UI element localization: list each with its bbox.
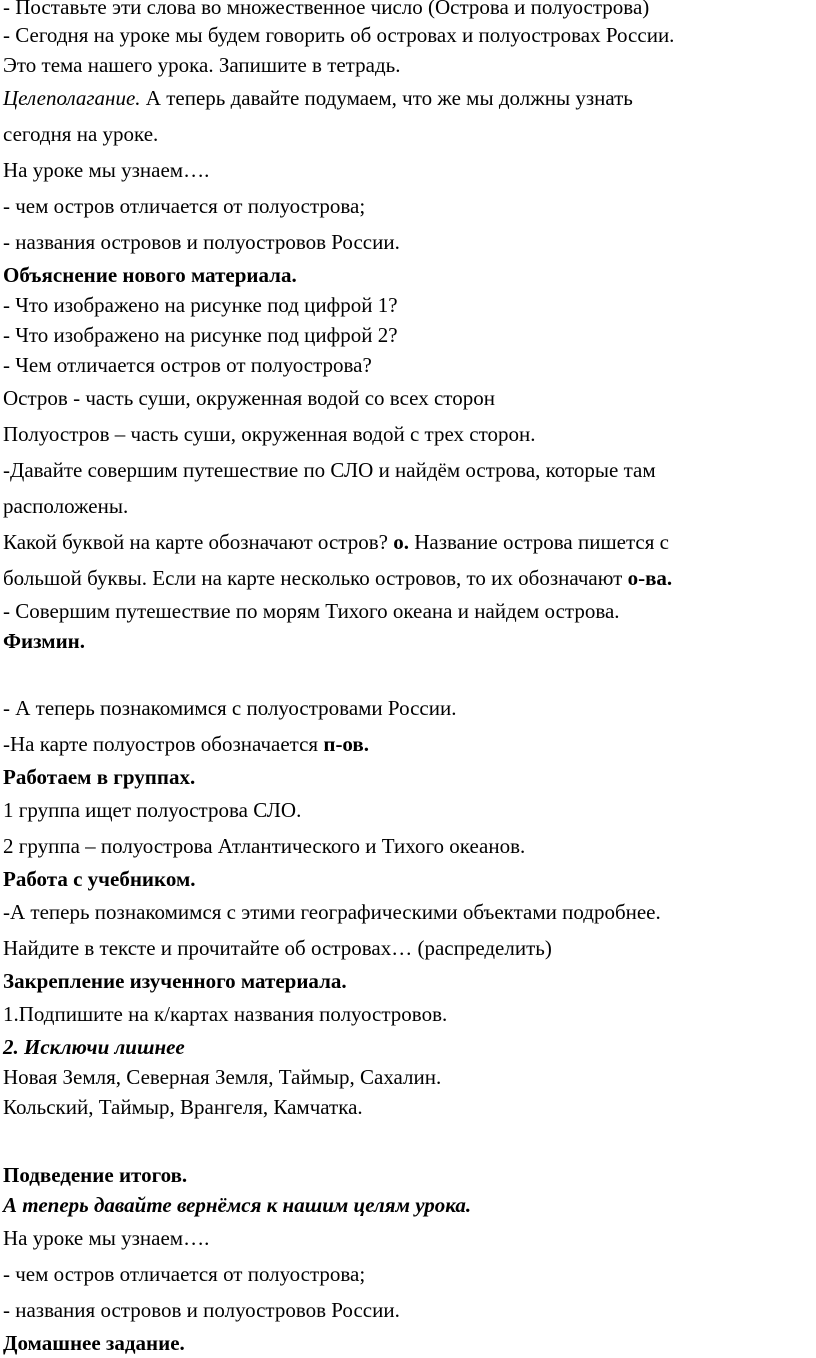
text-line: 2 группа – полуострова Атлантического и Тихого океанов. (3, 834, 526, 858)
text-span: А теперь давайте подумаем, что же мы должны узнать (140, 86, 633, 110)
text-line: Найдите в тексте и прочитайте об островах… (распределить) (3, 936, 552, 960)
text-line (3, 80, 816, 116)
text-line (3, 524, 816, 560)
text-line: - Что изображено на рисунке под цифрой 2? (3, 323, 398, 347)
text-line: На уроке мы узнаем…. (3, 1226, 210, 1250)
text-line: расположены. (3, 494, 129, 518)
section-heading: Объяснение нового материала. (3, 263, 297, 287)
text-line: - Сегодня на уроке мы будем говорить об островах и полуостровах России. (3, 23, 675, 47)
text-line: - А теперь познакомимся с полуостровами России. (3, 696, 457, 720)
text-line: - названия островов и полуостровов России. (3, 230, 400, 254)
text-line: - чем остров отличается от полуострова; (3, 194, 366, 218)
text-line: 1 группа ищет полуострова СЛО. (3, 798, 302, 822)
text-line: -Давайте совершим путешествие по СЛО и найдём острова, которые там (3, 458, 656, 482)
section-heading: Работаем в группах. (3, 765, 196, 789)
text-line (3, 560, 816, 596)
text-line: Кольский, Таймыр, Врангеля, Камчатка. (3, 1095, 363, 1119)
text-span: Какой буквой на карте обозначают остров? (3, 530, 394, 554)
text-line: Новая Земля, Северная Земля, Таймыр, Сахалин. (3, 1065, 442, 1089)
text-span: большой буквы. Если на карте несколько островов, то их обозначают (3, 566, 628, 590)
text-line: Это тема нашего урока. Запишите в тетрадь. (3, 53, 401, 77)
text-line: -А теперь познакомимся с этими географическими объектами подробнее. (3, 900, 661, 924)
text-line: - названия островов и полуостровов России. (3, 1298, 400, 1322)
text-line: Полуостров – часть суши, окруженная водой с трех сторон. (3, 422, 536, 446)
text-line: - Поставьте эти слова во множественное число (Острова и полуострова) (3, 0, 650, 19)
section-heading: Физмин. (3, 629, 86, 653)
task-heading: 2. Исключи лишнее (3, 1035, 185, 1059)
peninsula-abbreviation: п-ов. (323, 732, 370, 756)
blank-line (3, 656, 816, 690)
section-heading: Работа с учебником. (3, 867, 196, 891)
text-line: - Совершим путешествие по морям Тихого океана и найдем острова. (3, 599, 620, 623)
text-line (3, 726, 816, 762)
text-line: сегодня на уроке. (3, 122, 159, 146)
text-line: - чем остров отличается от полуострова; (3, 1262, 366, 1286)
section-heading: Закрепление изученного материала. (3, 969, 347, 993)
text-line: - Что изображено на рисунке под цифрой 1? (3, 293, 398, 317)
summary-heading: А теперь давайте вернёмся к нашим целям урока. (3, 1193, 472, 1217)
section-heading: Подведение итогов. (3, 1163, 188, 1187)
goal-setting-label: Целеполагание. (3, 86, 141, 110)
text-line: На уроке мы узнаем…. (3, 158, 210, 182)
text-span: Название острова пишется с (408, 530, 669, 554)
islands-abbreviation: о-ва. (627, 566, 673, 590)
island-abbreviation: о. (393, 530, 409, 554)
text-span: -На карте полуостров обозначается (3, 732, 324, 756)
text-line: 1.Подпишите на к/картах названия полуостровов. (3, 1002, 448, 1026)
text-line: - Чем отличается остров от полуострова? (3, 353, 372, 377)
section-heading: Домашнее задание. (3, 1331, 185, 1355)
blank-line (3, 1122, 816, 1160)
text-line: Остров - часть суши, окруженная водой со всех сторон (3, 386, 495, 410)
